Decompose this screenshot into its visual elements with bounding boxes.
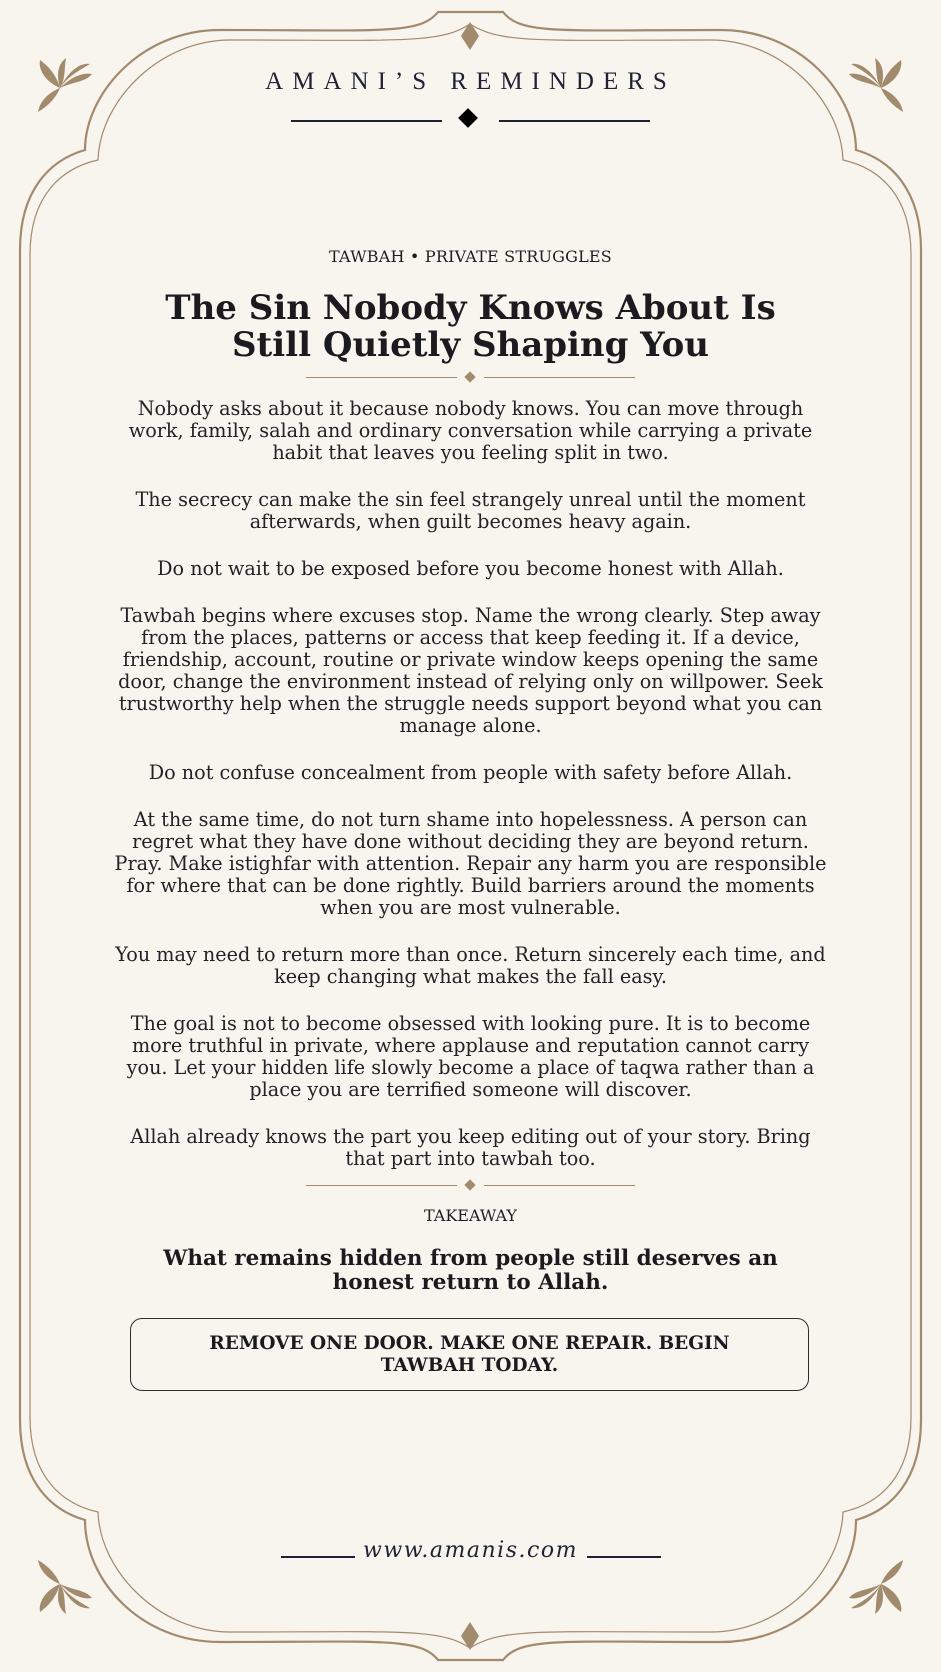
fleur-ornament-icon (849, 1560, 903, 1614)
call-to-action (130, 1318, 809, 1391)
fleur-ornament-icon (38, 1560, 92, 1614)
paragraph: Do not confuse concealment from people with safety before Allah. (148, 761, 793, 784)
article-category: TAWBAH • PRIVATE STRUGGLES (329, 247, 612, 266)
website-link[interactable]: www.amanis.com (363, 1538, 578, 1563)
takeaway-text: What remains hidden from people still deserves an honest return to Allah. (163, 1246, 778, 1295)
paragraph: At the same time, do not turn shame into hopelessness. A person can regret what they have done without deciding they are beyond return. Pray. Make istighfar with attention. Repair any harm you are responsible for where that can be done rightly. Build barriers around the moments when you are most vulnerable. (114, 808, 827, 919)
title-divider-right (484, 377, 635, 378)
paragraph: Tawbah begins where excuses stop. Name the wrong clearly. Step away from the places, patterns or access that keep feeding it. If a device, friendship, account, routine or private window keeps opening the same door, change the environment instead of relying only on willpower. Seek trustworthy help when the struggle needs support beyond what you can manage alone. (118, 604, 823, 737)
article-title: The Sin Nobody Knows About Is Still Quietly Shaping You (165, 288, 776, 365)
brand-rule-left (291, 120, 442, 122)
paragraph: The goal is not to become obsessed with looking pure. It is to become more truthful in private, where applause and reputation cannot carry you. Let your hidden life slowly become a place of taqwa rather than a place you are terrified someone will discover. (126, 1012, 815, 1101)
top-diamond-icon (461, 22, 479, 50)
brand-name: AMANI’S REMINDERS (265, 68, 676, 95)
article-body (110, 398, 831, 1195)
paragraph: You may need to return more than once. Return sincerely each time, and keep changing what makes the fall easy. (115, 943, 826, 988)
paragraph: The secrecy can make the sin feel strangely unreal until the moment afterwards, when guilt becomes heavy again. (135, 488, 806, 533)
cta-label: REMOVE ONE DOOR. MAKE ONE REPAIR. BEGIN TAWBAH TODAY. (209, 1332, 730, 1376)
bottom-diamond-icon (461, 1622, 479, 1650)
footer-rule-right (587, 1556, 661, 1558)
takeaway-label: TAKEAWAY (423, 1206, 517, 1225)
brand-rule-right (499, 120, 650, 122)
paragraph: Allah already knows the part you keep editing out of your story. Bring that part into tawbah too. (130, 1125, 811, 1170)
takeaway-divider-left (306, 1185, 457, 1186)
paragraph: Do not wait to be exposed before you become honest with Allah. (157, 557, 784, 580)
title-divider-left (306, 377, 457, 378)
takeaway-divider-right (484, 1185, 635, 1186)
paragraph: Nobody asks about it because nobody knows. You can move through work, family, salah and ordinary conversation while carrying a private habit that leaves you feeling split in two. (128, 397, 813, 464)
